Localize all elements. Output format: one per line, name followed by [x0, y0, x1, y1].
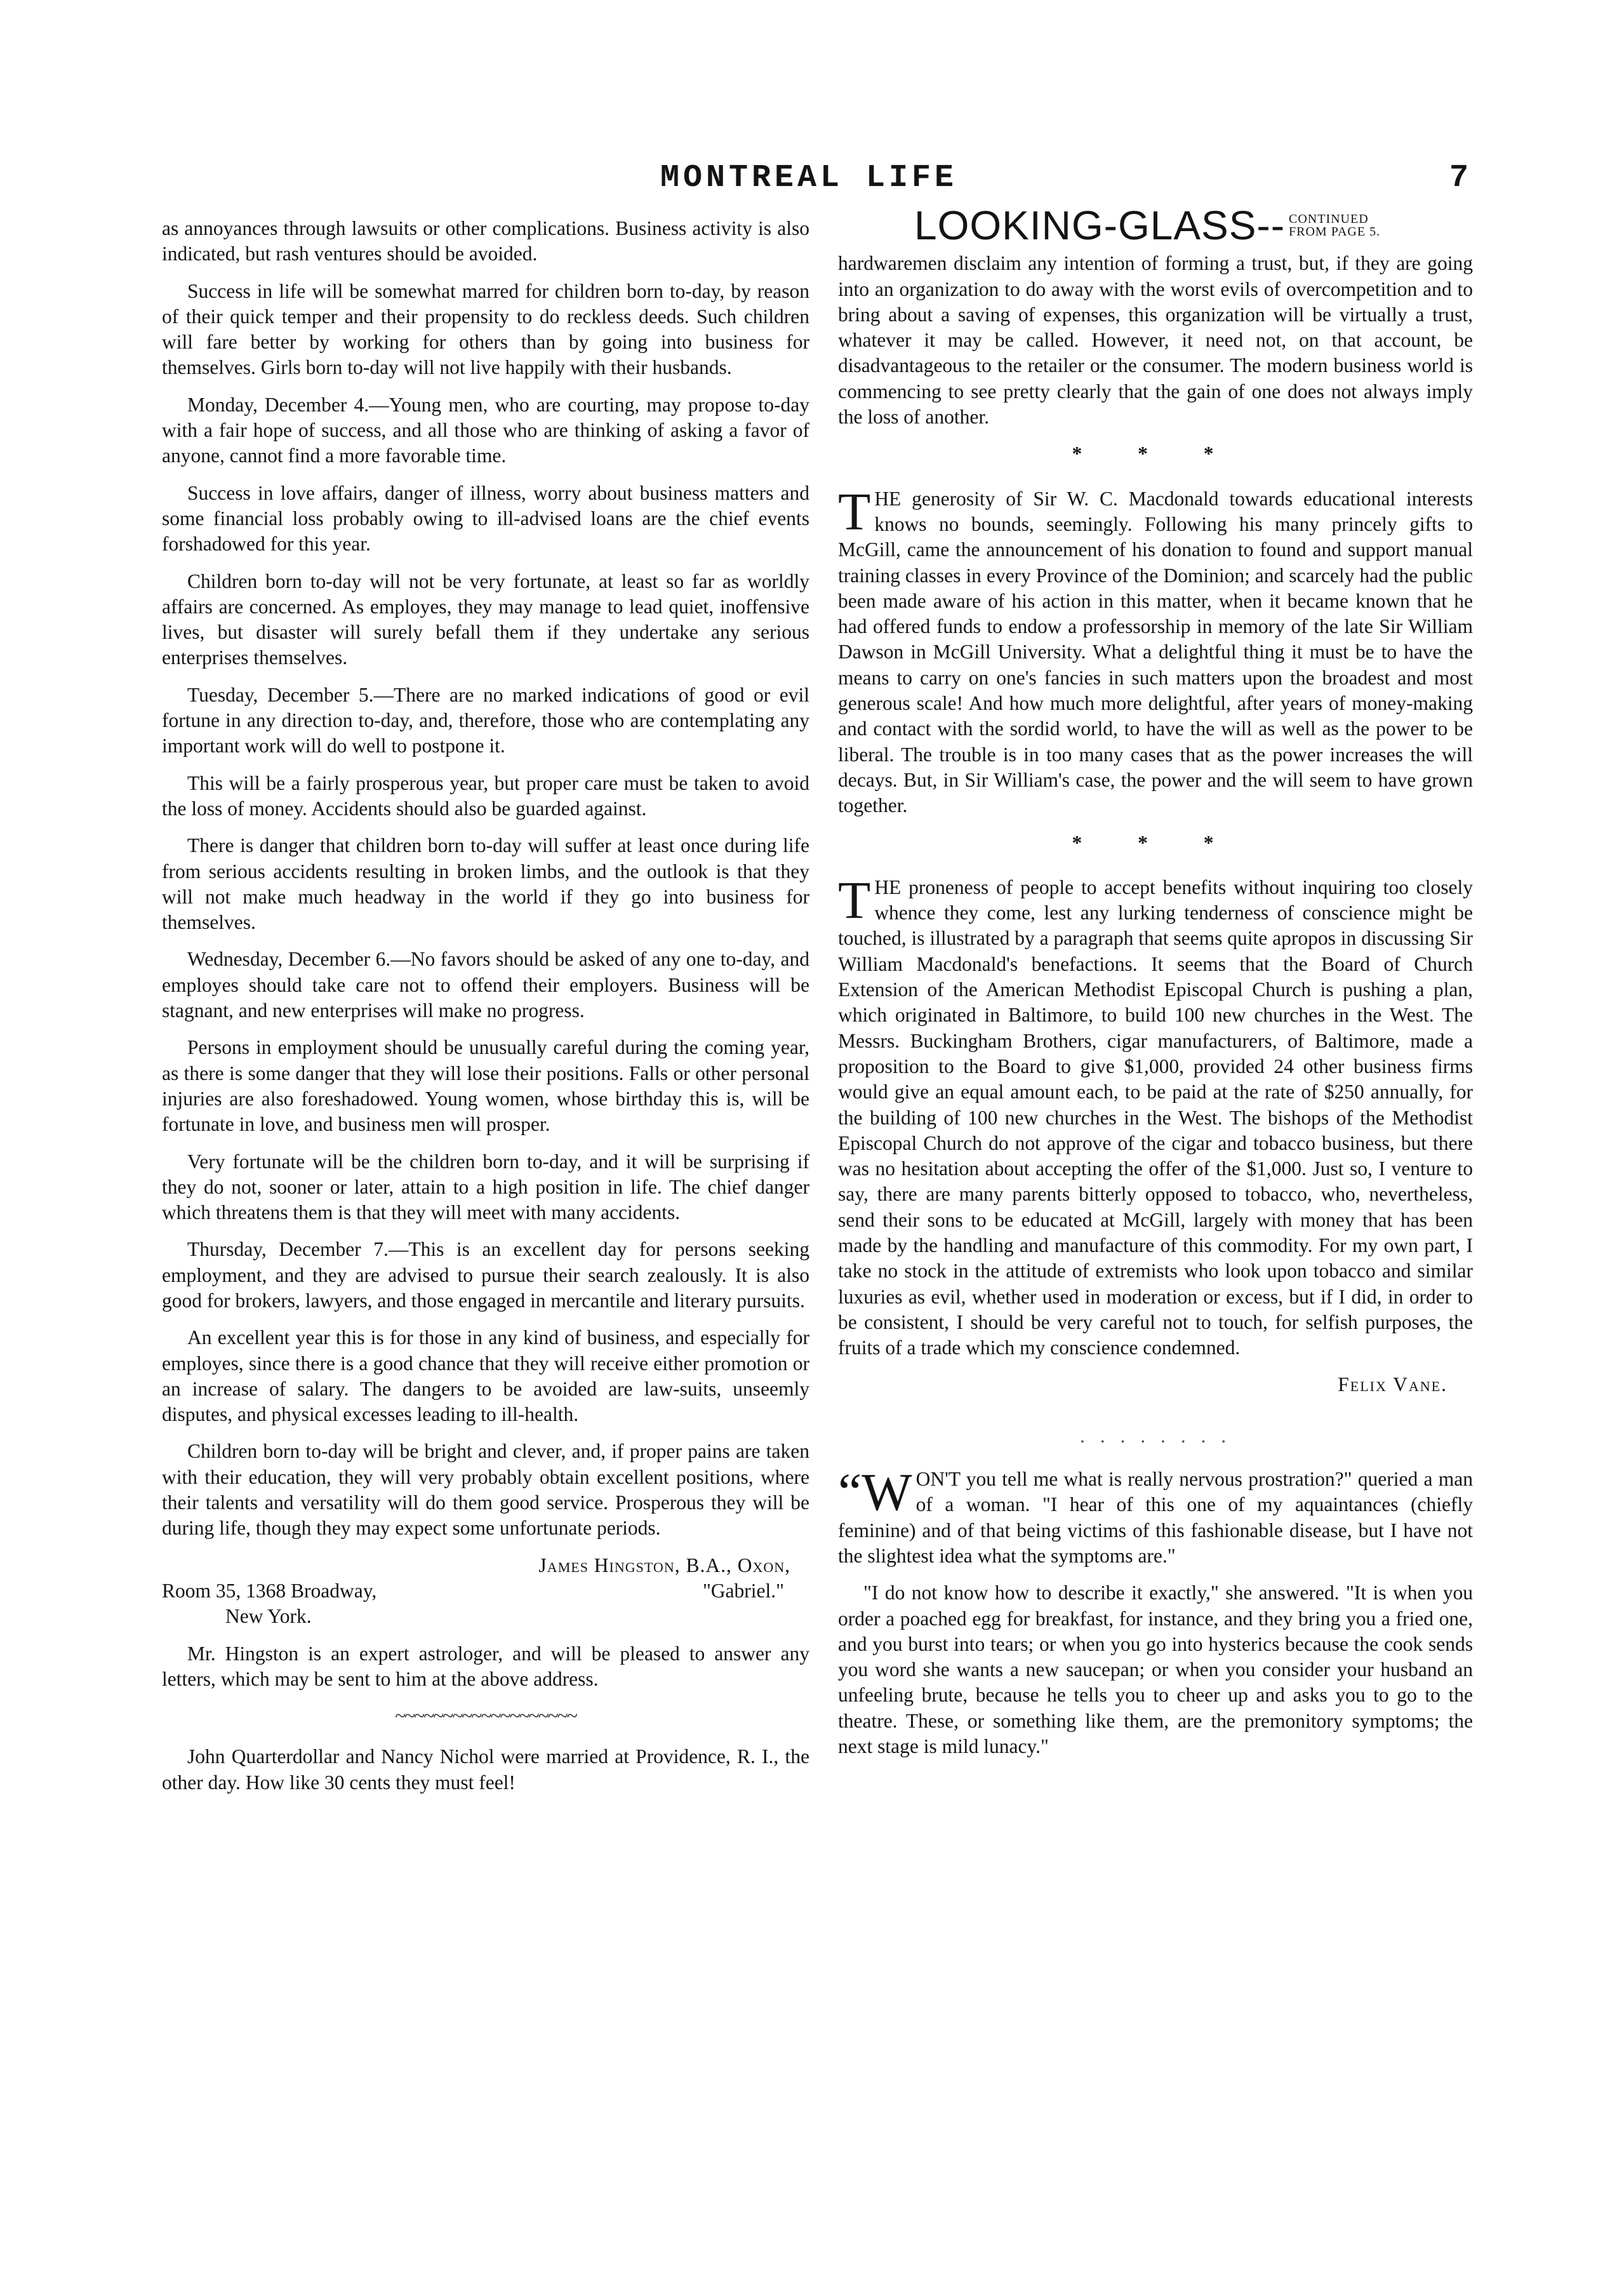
section-heading-text: LOOKING-GLASS--	[914, 203, 1285, 248]
paragraph	[838, 870, 1473, 1361]
paragraph	[838, 482, 1473, 819]
dotted-divider: . . . . . . . .	[1079, 1424, 1232, 1447]
running-head	[0, 160, 1624, 198]
author-room: Room 35, 1368 Broadway,	[162, 1579, 377, 1602]
author-name: James Hingston, B.A., Oxon,	[538, 1554, 790, 1576]
paragraph: hardwaremen disclaim any intention of forming a trust, but, if they are going into an organization to do away with the worst evils of overcompetition and to bring about a saving of expenses, this organization will be virtually a trust, whatever it may be called. However, it need not, on that account, be disadvantageous to the retailer or the consumer. The modern business world is commencing to see pretty clearly that the gain of one does not always imply the loss of another.	[838, 252, 1473, 429]
paragraph: as annoyances through lawsuits or other complications. Business activity is also indicated, but rash ventures should be avoided.	[162, 217, 809, 265]
section-separator: * * *	[1072, 831, 1239, 854]
paragraph: Mr. Hingston is an expert astrologer, and will be pleased to answer any letters, which may be sent to him at the above address.	[162, 1642, 809, 1690]
drop-cap: “W	[838, 1463, 912, 1522]
paragraph: Wednesday, December 6.—No favors should be asked of any one to-day, and employes should take care not to offend their employers. Business will be stagnant, and new enterprises will make no progress.	[162, 948, 809, 1022]
drop-cap: T	[838, 870, 871, 930]
paragraph: Very fortunate will be the children born to-day, and it will be surprising if they do not, sooner or later, attain to a high position in life. The chief danger which threatens them is that they will meet with many accidents.	[162, 1150, 809, 1224]
author-alias: "Gabriel."	[702, 1579, 784, 1602]
signature: Felix Vane.	[1338, 1373, 1448, 1396]
continued-note-line1: CONTINUED	[1289, 212, 1369, 227]
paragraph: Children born to-day will not be very fortunate, at least so far as worldly affairs are concerned. As employes, they may manage to lead quiet, inoffensive lives, but disaster will surely befall them if they undertake any serious enterprises themselves.	[162, 570, 809, 669]
paragraph: Success in love affairs, danger of illness, worry about business matters and some financial loss probably owing to ill-advised loans are the chief events forshadowed for this year.	[162, 481, 809, 556]
continued-note	[1289, 213, 1380, 238]
page-number: 7	[1449, 160, 1469, 196]
left-column	[162, 216, 809, 1807]
paragraph	[838, 1463, 1473, 1569]
right-column	[838, 203, 1473, 1771]
paragraph: This will be a fairly prosperous year, but proper care must be taken to avoid the loss of money. Accidents should also be guarded against.	[162, 771, 809, 820]
drop-cap: T	[838, 482, 871, 542]
paragraph: Success in life will be somewhat marred for children born to-day, by reason of their quick temper and their propensity to do reckless deeds. Such children will fare better by working for others than by going into business for themselves. Girls born to-day will not live happily with their husbands.	[162, 279, 809, 379]
paragraph: An excellent year this is for those in any kind of business, and especially for employes, since there is a good chance that they will receive either promotion or an increase of salary. The dangers to be avoided are law-suits, unseemly disputes, and physical excesses leading to ill-health.	[162, 1326, 809, 1426]
author-city: New York.	[225, 1605, 312, 1628]
author-address-row	[162, 1578, 784, 1604]
section-heading	[914, 203, 1473, 248]
paragraph: Monday, December 4.—Young men, who are courting, may propose to-day with a fair hope of success, and all those who are thinking of asking a favor of anyone, cannot find a more favorable time.	[162, 393, 809, 467]
paragraph: Children born to-day will be bright and clever, and, if proper pains are taken with their education, they will very probably obtain excellent positions, where their talents and versatility will do them good service. Prosperous they will be during life, though they may expect some unfortunate periods.	[162, 1440, 809, 1540]
paragraph: There is danger that children born to-day will suffer at least once during life from serious accidents resulting in broken limbs, and the outlook is that they will not make much headway in the world if they go into business for themselves.	[162, 834, 809, 934]
paragraph: Persons in employment should be unusually careful during the coming year, as there is some danger that they will lose their positions. Falls or other personal injuries are also foreshadowed. Young women, whose birthday this is, will be fortunate in love, and business men will prosper.	[162, 1036, 809, 1136]
wavy-rule: ~~~~~~~~~~~~~~~~~~~	[395, 1705, 576, 1728]
paragraph: John Quarterdollar and Nancy Nichol were married at Providence, R. I., the other day. How like 30 cents they must feel!	[162, 1745, 809, 1794]
paragraph-text: HE proneness of people to accept benefits without inquiring too closely whence they come, lest any lurking tenderness of conscience might be touched, is illustrated by a paragraph that seems quite apropos in discussing Sir William Macdonald's benefactions. It seems that the Board of Church Extension of the American Methodist Episcopal Church is pushing a plan, which originated in Baltimore, to build 100 new churches in the West. The Messrs. Buckingham Brothers, cigar manufacturers, of Baltimore, made a proposition to the Board to give $1,000, provided 24 other business firms would give an equal amount each, to be paid at the rate of $250 annually, for the building of 100 new churches in the West. The bishops of the Methodist Episcopal Church do not approve of the cigar and tobacco business, but there was no hesitation about accepting the offer of the $1,000. Just so, I venture to say, there are many parents bitterly opposed to tobacco, who, nevertheless, send their sons to be educated at McGill, largely with money that has been made by the handling and manufacture of this commodity. For my own part, I take no stock in the attitude of extremists who look upon tobacco and similar luxuries as evil, whether used in moderation or excess, but if I did, in order to be consistent, I should be very careful not to touch, for selfish purposes, the fruits of a trade which my conscience condemned.	[838, 876, 1473, 1359]
paragraph-text: ON'T you tell me what is really nervous prostration?" queried a man of a woman. "I hear of this one of my aquaintances (chiefly feminine) and of that being victims of this fashionable disease, but I have not the slightest idea what the symptoms are."	[838, 1468, 1473, 1567]
page-title: MONTREAL LIFE	[660, 160, 958, 196]
section-separator: * * *	[1072, 443, 1239, 465]
paragraph: Thursday, December 7.—This is an excellent day for persons seeking employment, and they are advised to pursue their search zealously. It is also good for brokers, lawyers, and those engaged in mercantile and literary pursuits.	[162, 1238, 809, 1312]
paragraph-text: HE generosity of Sir W. C. Macdonald towards educational interests knows no bounds, seemingly. Following his many princely gifts to McGill, came the announcement of his donation to found and support manual training classes in every Province of the Dominion; and scarcely had the public been made aware of his action in this matter, when it became known that he had offered funds to endow a professorship in memory of the late Sir William Dawson in McGill University. What a delightful thing it must be to have the means to carry on one's fancies in such matters upon the broadest and most generous scale! And how much more delightful, after years of money-making and contact with the sordid world, to have the will as well as the power to be liberal. The trouble is in too many cases that as the power increases the will decays. But, in Sir William's case, the power and the will seem to have grown together.	[838, 487, 1473, 817]
paragraph: "I do not know how to describe it exactly," she answered. "It is when you order a poached egg for breakfast, for instance, and they bring you a fried one, and you burst into tears; or when you go into hysterics because the cook sends you word she wants a new saucepan; or when you consider your husband an unfeeling brute, because he tells you to cheer up and asks you to go to the theatre. These, or something like them, are the premonitory symptoms; the next stage is mild lunacy."	[838, 1582, 1473, 1758]
continued-note-line2: FROM PAGE 5.	[1289, 225, 1381, 239]
paragraph: Tuesday, December 5.—There are no marked indications of good or evil fortune in any direction to-day, and, therefore, those who are contemplating any important work will do well to postpone it.	[162, 683, 809, 757]
